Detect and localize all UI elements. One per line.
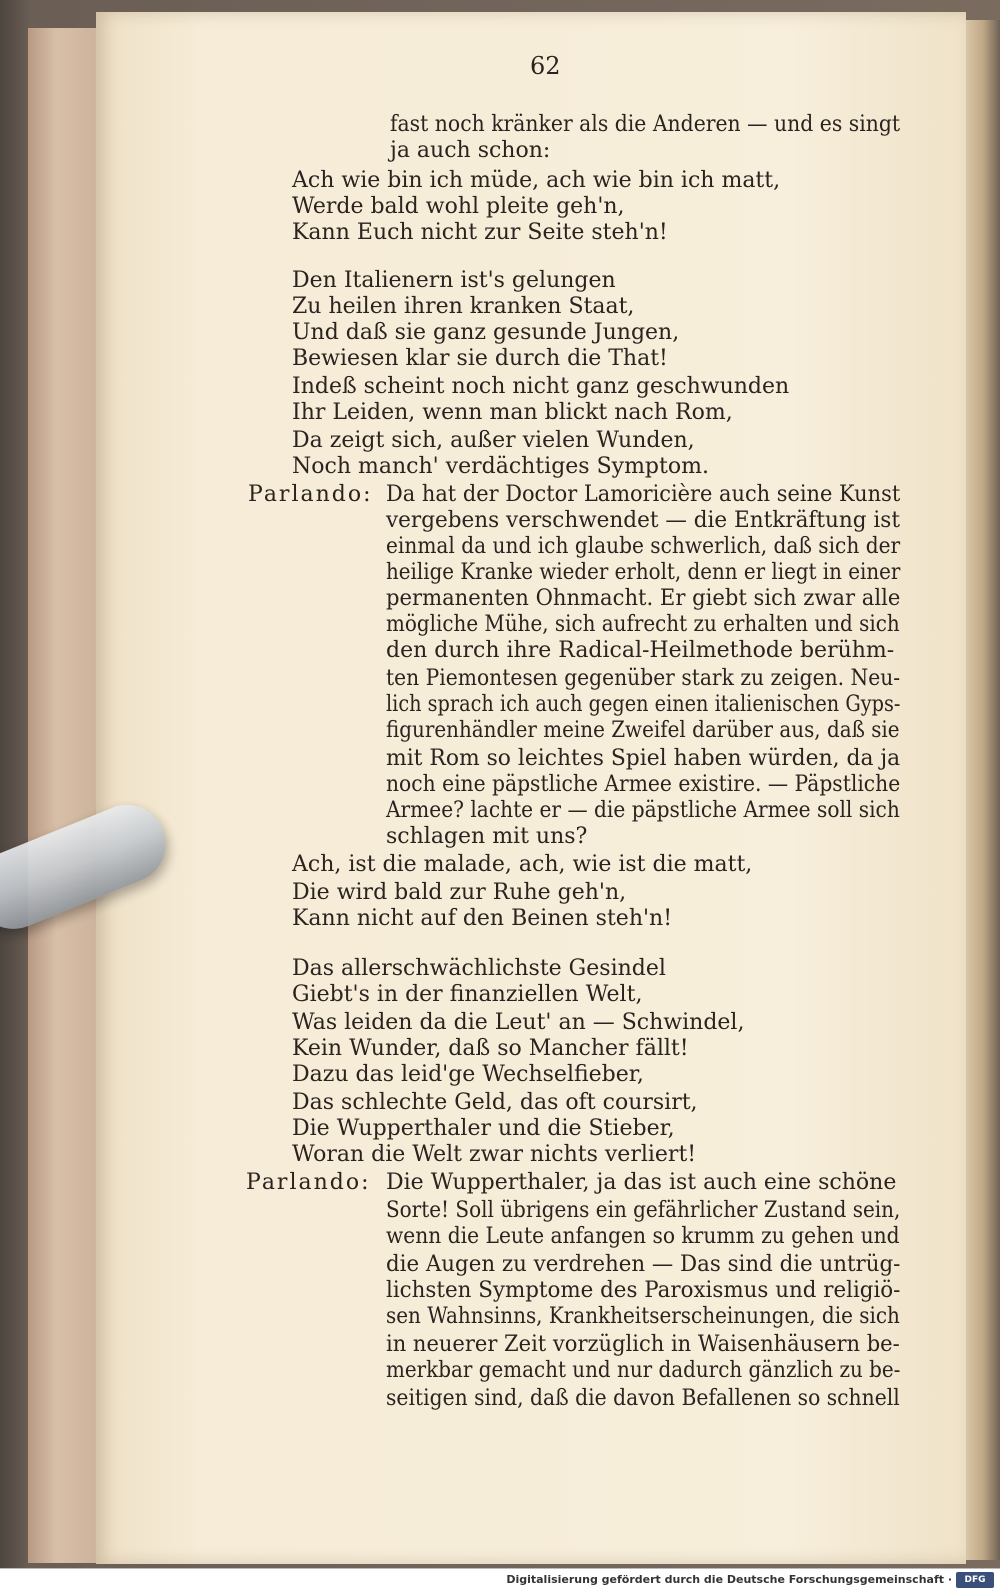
text-line: Sorte! Soll übrigens ein gefährlicher Zustand sein,	[386, 1198, 901, 1223]
dfg-logo: DFG	[956, 1572, 994, 1588]
text-line: schlagen mit uns?	[386, 824, 588, 849]
text-line: permanenten Ohnmacht. Er giebt sich zwar alle	[386, 586, 901, 611]
page-number: 62	[530, 52, 561, 80]
text-line: mögliche Mühe, sich aufrecht zu erhalten und sich	[386, 612, 900, 637]
text-line: Das schlechte Geld, das oft coursirt,	[292, 1090, 698, 1115]
text-line: Das allerschwächlichste Gesindel	[292, 956, 666, 981]
text-line: merkbar gemacht und nur dadurch gänzlich zu be-	[386, 1358, 901, 1383]
text-line: Kann Euch nicht zur Seite steh'n!	[292, 220, 668, 245]
text-line: Noch manch' verdächtiges Symptom.	[292, 454, 709, 479]
text-line: Die Wupperthaler und die Stieber,	[292, 1116, 675, 1141]
text-line: Kann nicht auf den Beinen steh'n!	[292, 906, 673, 931]
speaker-label: Parlando:	[248, 482, 373, 507]
text-line: lichsten Symptome des Paroxismus und religiö-	[386, 1278, 901, 1303]
text-line: wenn die Leute anfangen so krumm zu gehen und	[386, 1224, 900, 1249]
text-line: heilige Kranke wieder erholt, denn er liegt in einer	[386, 560, 901, 585]
text-line: ten Piemontesen gegenüber stark zu zeigen. Neu-	[386, 666, 901, 691]
text-line: Ach, ist die malade, ach, wie ist die matt,	[292, 852, 753, 877]
text-line: die Augen zu verdrehen — Das sind die untrüg-	[386, 1252, 901, 1277]
text-line: vergebens verschwendet — die Entkräftung ist	[386, 508, 901, 533]
text-line: Da hat der Doctor Lamoricière auch seine Kunst	[386, 482, 901, 507]
text-line: einmal da und ich glaube schwerlich, daß sich der	[386, 534, 901, 559]
book-cover-edge	[28, 28, 100, 1563]
text-line: Armee? lachte er — die päpstliche Armee soll sich	[386, 798, 900, 823]
text-line: Die Wupperthaler, ja das ist auch eine schöne	[386, 1170, 897, 1195]
text-line: Giebt's in der finanziellen Welt,	[292, 982, 643, 1007]
text-line: in neuerer Zeit vorzüglich in Waisenhäusern be-	[386, 1332, 900, 1357]
next-page-edge	[966, 20, 1000, 1560]
text-line: seitigen sind, daß die davon Befallenen so schnell	[386, 1386, 900, 1411]
text-line: Was leiden da die Leut' an — Schwindel,	[292, 1010, 745, 1035]
text-line: Und daß sie ganz gesunde Jungen,	[292, 320, 680, 345]
text-line: mit Rom so leichtes Spiel haben würden, da ja	[386, 746, 901, 771]
text-line: den durch ihre Radical-Heilmethode berühm-	[386, 638, 895, 663]
text-line: Indeß scheint noch nicht ganz geschwunden	[292, 374, 790, 399]
text-line: lich sprach ich auch gegen einen italienischen Gyps-	[386, 692, 901, 717]
text-line: Zu heilen ihren kranken Staat,	[292, 294, 635, 319]
text-line: noch eine päpstliche Armee existire. — Päpstliche	[386, 772, 901, 797]
text-line: Woran die Welt zwar nichts verliert!	[292, 1142, 697, 1167]
text-line: Kein Wunder, daß so Mancher fällt!	[292, 1036, 689, 1061]
text-line: Da zeigt sich, außer vielen Wunden,	[292, 428, 695, 453]
text-line: fast noch kränker als die Anderen — und es singt	[390, 112, 901, 137]
text-line: ja auch schon:	[390, 138, 551, 163]
speaker-label: Parlando:	[246, 1170, 371, 1195]
text-line: Dazu das leid'ge Wechselfieber,	[292, 1062, 644, 1087]
text-line: figurenhändler meine Zweifel darüber aus, daß sie	[386, 718, 900, 743]
text-line: Ihr Leiden, wenn man blickt nach Rom,	[292, 400, 733, 425]
text-line: Die wird bald zur Ruhe geh'n,	[292, 880, 627, 905]
text-line: Den Italienern ist's gelungen	[292, 268, 616, 293]
text-line: sen Wahnsinns, Krankheitserscheinungen, die sich	[386, 1304, 900, 1329]
funding-notice: Digitalisierung gefördert durch die Deutsche Forschungsgemeinschaft ·	[506, 1573, 952, 1586]
footer-bar	[0, 1568, 1000, 1593]
text-line: Bewiesen klar sie durch die That!	[292, 346, 668, 371]
text-line: Ach wie bin ich müde, ach wie bin ich matt,	[292, 168, 781, 193]
text-line: Werde bald wohl pleite geh'n,	[292, 194, 625, 219]
